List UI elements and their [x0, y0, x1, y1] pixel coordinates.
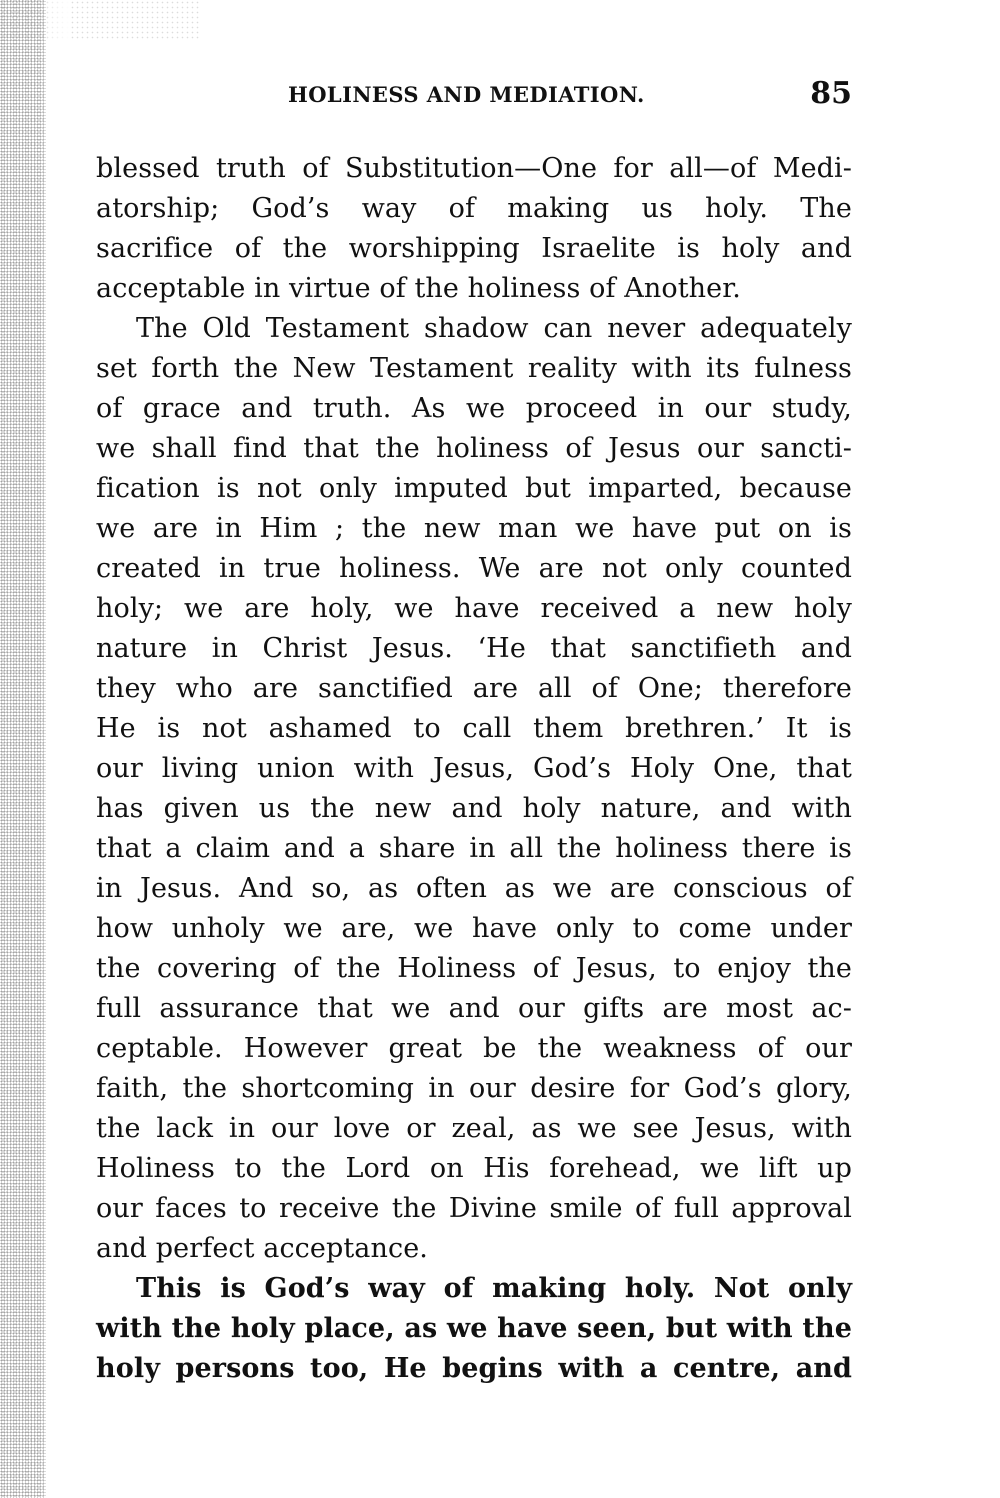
text-line: of grace and truth. As we proceed in our study, [96, 393, 852, 424]
text-line: and perfect acceptance. [96, 1233, 428, 1264]
text-line: that a claim and a share in all the holiness there is [96, 833, 852, 864]
text-line: the covering of the Holiness of Jesus, to enjoy the [96, 953, 852, 984]
text-line: has given us the new and holy nature, and with [96, 793, 852, 824]
text-line: in Jesus. And so, as often as we are conscious of [96, 873, 852, 904]
text-line: full assurance that we and our gifts are most ac- [96, 993, 852, 1024]
text-line: the lack in our love or zeal, as we see Jesus, with [96, 1113, 852, 1144]
text-line: This is God’s way of making holy. Not only [136, 1273, 852, 1304]
text-line: fication is not only imputed but imparted, because [96, 473, 852, 504]
body-text [96, 149, 852, 1389]
gutter-fade [0, 0, 70, 1498]
running-title: HOLINESS AND MEDIATION. [288, 82, 645, 107]
text-line: with the holy place, as we have seen, but with the [96, 1313, 852, 1344]
text-line: acceptable in virtue of the holiness of Another. [96, 273, 741, 304]
text-line: our faces to receive the Divine smile of full approval [96, 1193, 852, 1224]
text-line: atorship; God’s way of making us holy. The [96, 193, 852, 224]
text-line: faith, the shortcoming in our desire for God’s glory, [96, 1073, 852, 1104]
text-line: ceptable. However great be the weakness of our [96, 1033, 852, 1064]
page-number: 85 [810, 76, 852, 111]
text-line: Holiness to the Lord on His forehead, we lift up [96, 1153, 852, 1184]
text-line: we are in Him ; the new man we have put on is [96, 513, 852, 544]
text-line: nature in Christ Jesus. ‘He that sanctifieth and [96, 633, 852, 664]
text-line: blessed truth of Substitution—One for all—of Medi- [96, 153, 852, 184]
text-line: we shall find that the holiness of Jesus our sancti- [96, 433, 852, 464]
text-line: The Old Testament shadow can never adequately [136, 313, 852, 344]
text-line: set forth the New Testament reality with its fulness [96, 353, 852, 384]
text-line: they who are sanctified are all of One; therefore [96, 673, 852, 704]
text-line: our living union with Jesus, God’s Holy One, that [96, 753, 852, 784]
text-line: sacrifice of the worshipping Israelite is holy and [96, 233, 852, 264]
text-line: created in true holiness. We are not only counted [96, 553, 852, 584]
text-line: holy persons too, He begins with a centre, and [96, 1353, 852, 1384]
page-header [96, 74, 852, 114]
text-line: how unholy we are, we have only to come under [96, 913, 852, 944]
text-line: holy; we are holy, we have received a new holy [96, 593, 852, 624]
text-line: He is not ashamed to call them brethren.’ It is [96, 713, 852, 744]
